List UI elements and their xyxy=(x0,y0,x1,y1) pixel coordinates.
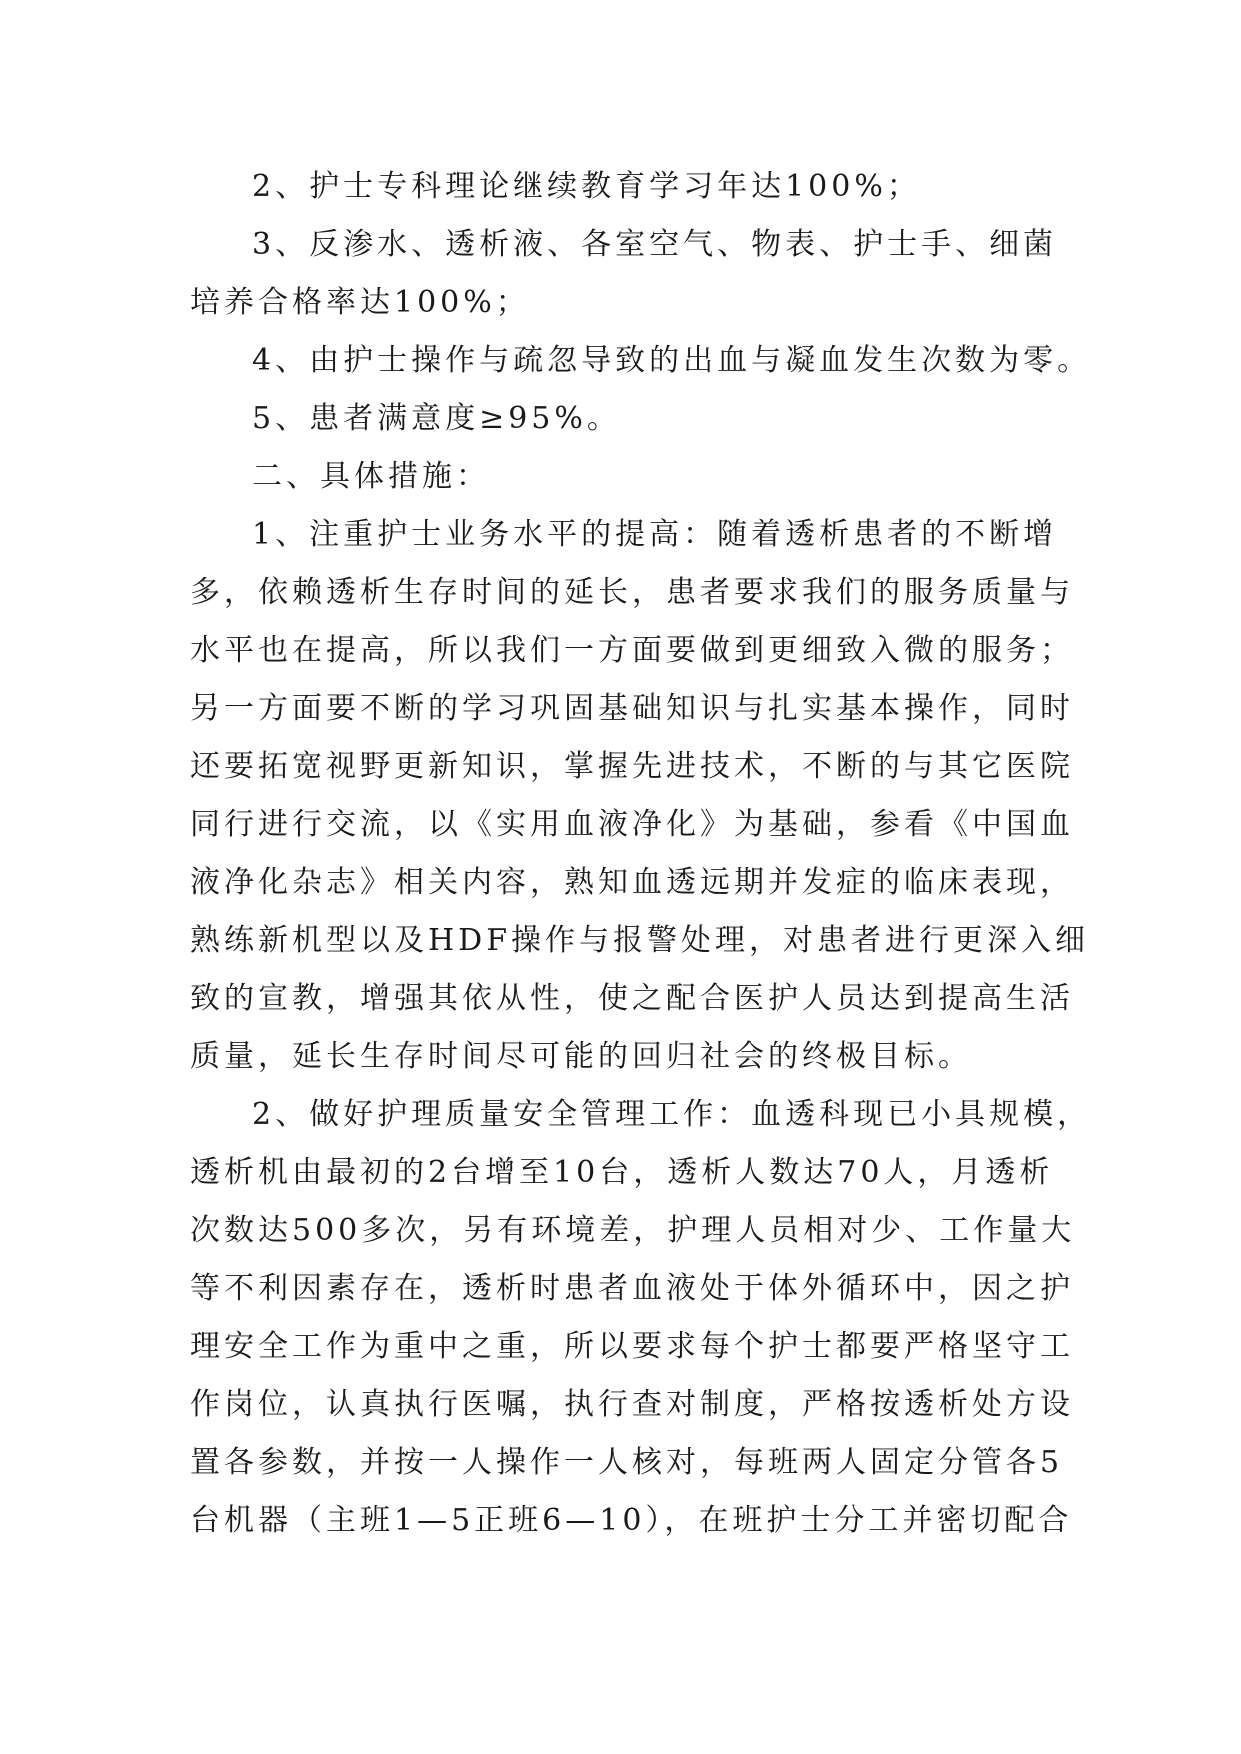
paragraph-line: 2、护士专科理论继续教育学习年达100%； xyxy=(252,169,921,204)
paragraph-line: 台机器（主班1—5正班6—10），在班护士分工并密切配合 xyxy=(190,1503,1073,1538)
paragraph-line: 5、患者满意度≥95%。 xyxy=(252,401,621,436)
paragraph-line: 2、做好护理质量安全管理工作：血透科现已小具规模， xyxy=(252,1097,1092,1132)
paragraph-line: 熟练新机型以及HDF操作与报警处理，对患者进行更深入细 xyxy=(190,923,1090,958)
paragraph-line: 理安全工作为重中之重，所以要求每个护士都要严格坚守工 xyxy=(190,1329,1074,1364)
paragraph-line: 多，依赖透析生存时间的延长，患者要求我们的服务质量与 xyxy=(190,575,1074,610)
paragraph-line: 液净化杂志》相关内容，熟知血透远期并发症的临床表现， xyxy=(190,865,1074,900)
section-heading: 二、具体措施： xyxy=(252,459,490,494)
paragraph-line: 还要拓宽视野更新知识，掌握先进技术，不断的与其它医院 xyxy=(190,749,1074,784)
paragraph-line: 3、反渗水、透析液、各室空气、物表、护士手、细菌 xyxy=(252,227,1058,262)
paragraph-line: 另一方面要不断的学习巩固基础知识与扎实基本操作，同时 xyxy=(190,691,1074,726)
paragraph-line: 质量，延长生存时间尽可能的回归社会的终极目标。 xyxy=(190,1039,972,1074)
paragraph-line: 等不利因素存在，透析时患者血液处于体外循环中，因之护 xyxy=(190,1271,1074,1306)
paragraph-line: 透析机由最初的2台增至10台，透析人数达70人，月透析 xyxy=(190,1155,1054,1190)
paragraph-line: 培养合格率达100%； xyxy=(190,285,530,320)
paragraph-line: 1、注重护士业务水平的提高：随着透析患者的不断增 xyxy=(252,517,1058,552)
paragraph-line: 水平也在提高，所以我们一方面要做到更细致入微的服务； xyxy=(190,633,1074,668)
paragraph-line: 致的宣教，增强其依从性，使之配合医护人员达到提高生活 xyxy=(190,981,1074,1016)
paragraph-line: 同行进行交流，以《实用血液净化》为基础，参看《中国血 xyxy=(190,807,1074,842)
paragraph-line: 作岗位，认真执行医嘱，执行查对制度，严格按透析处方设 xyxy=(190,1387,1074,1422)
paragraph-line: 次数达500多次，另有环境差，护理人员相对少、工作量大 xyxy=(190,1213,1076,1248)
paragraph-line: 置各参数，并按一人操作一人核对，每班两人固定分管各5 xyxy=(190,1445,1064,1480)
paragraph-line: 4、由护士操作与疏忽导致的出血与凝血发生次数为零。 xyxy=(252,343,1092,378)
